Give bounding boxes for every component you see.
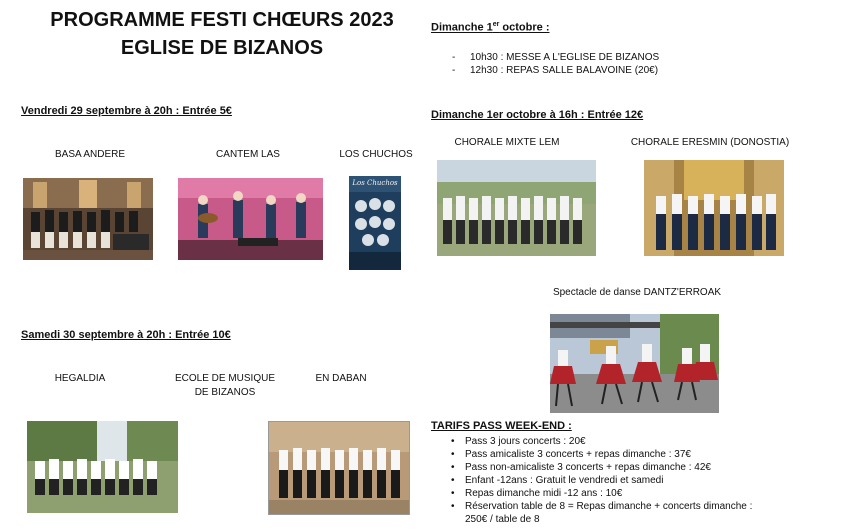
page-title bbox=[22, 6, 422, 62]
list-item: • Réservation table de 8 = Repas dimanche + concerts dimanche : bbox=[431, 500, 831, 513]
sunday-morning-heading bbox=[431, 21, 550, 34]
list-item: - 12h30 : REPAS SALLE BALAVOINE (20€) bbox=[452, 64, 659, 77]
photo-cantem-las bbox=[178, 178, 323, 260]
choir-label-hegaldia: HEGALDIA bbox=[54, 373, 106, 384]
dance-label: Spectacle de danse DANTZ'ERROAK bbox=[552, 287, 722, 298]
choir-label-ecole-musique-2: DE BIZANOS bbox=[194, 387, 256, 398]
tarifs-list bbox=[431, 435, 831, 526]
list-item-continuation: 250€ / table de 8 bbox=[465, 514, 540, 525]
list-item: • Enfant -12ans : Gratuit le vendredi et samedi bbox=[431, 474, 831, 487]
sunday-morning-heading-sup: er bbox=[492, 21, 500, 28]
choir-label-ecole-musique-1: ECOLE DE MUSIQUE bbox=[174, 373, 276, 384]
photo-ecole-musique bbox=[268, 421, 410, 515]
photo-dantzerroak bbox=[550, 314, 719, 413]
photo-los-chuchos-poster bbox=[349, 176, 401, 270]
tarifs-heading: TARIFS PASS WEEK-END : bbox=[431, 420, 572, 432]
sunday-morning-heading-rest: octobre : bbox=[499, 21, 550, 34]
sunday-morning-list bbox=[452, 51, 659, 77]
list-item: • Pass non-amicaliste 3 concerts + repas dimanche : 42€ bbox=[431, 461, 831, 474]
photo-chorale-lem bbox=[437, 160, 596, 256]
photo-basa-andere bbox=[23, 178, 153, 260]
poster-text: Los Chuchos bbox=[352, 179, 398, 187]
choir-label-cantem-las: CANTEM LAS bbox=[216, 149, 280, 160]
list-item: • Pass amicaliste 3 concerts + repas dimanche : 37€ bbox=[431, 448, 831, 461]
list-item: • Repas dimanche midi -12 ans : 10€ bbox=[431, 487, 831, 500]
photo-hegaldia bbox=[27, 421, 178, 513]
saturday-heading: Samedi 30 septembre à 20h : Entrée 10€ bbox=[21, 329, 231, 341]
friday-heading: Vendredi 29 septembre à 20h : Entrée 5€ bbox=[21, 105, 232, 117]
choir-label-chorale-lem: CHORALE MIXTE LEM bbox=[454, 137, 560, 148]
list-item: - 10h30 : MESSE A L'EGLISE DE BIZANOS bbox=[452, 51, 659, 64]
choir-label-los-chuchos: LOS CHUCHOS bbox=[339, 149, 413, 160]
title-line1: PROGRAMME FESTI CHŒURS 2023 bbox=[50, 9, 394, 31]
choir-label-en-daban: EN DABAN bbox=[315, 373, 367, 384]
choir-label-basa-andere: BASA ANDERE bbox=[54, 149, 126, 160]
list-item: • Pass 3 jours concerts : 20€ bbox=[431, 435, 831, 448]
photo-chorale-eresmin bbox=[644, 160, 784, 256]
sunday-afternoon-heading: Dimanche 1er octobre à 16h : Entrée 12€ bbox=[431, 109, 644, 121]
choir-label-chorale-eresmin: CHORALE ERESMIN (DONOSTIA) bbox=[630, 137, 790, 148]
title-line2: EGLISE DE BIZANOS bbox=[120, 37, 324, 59]
sunday-morning-heading-text: Dimanche 1 bbox=[431, 21, 493, 34]
